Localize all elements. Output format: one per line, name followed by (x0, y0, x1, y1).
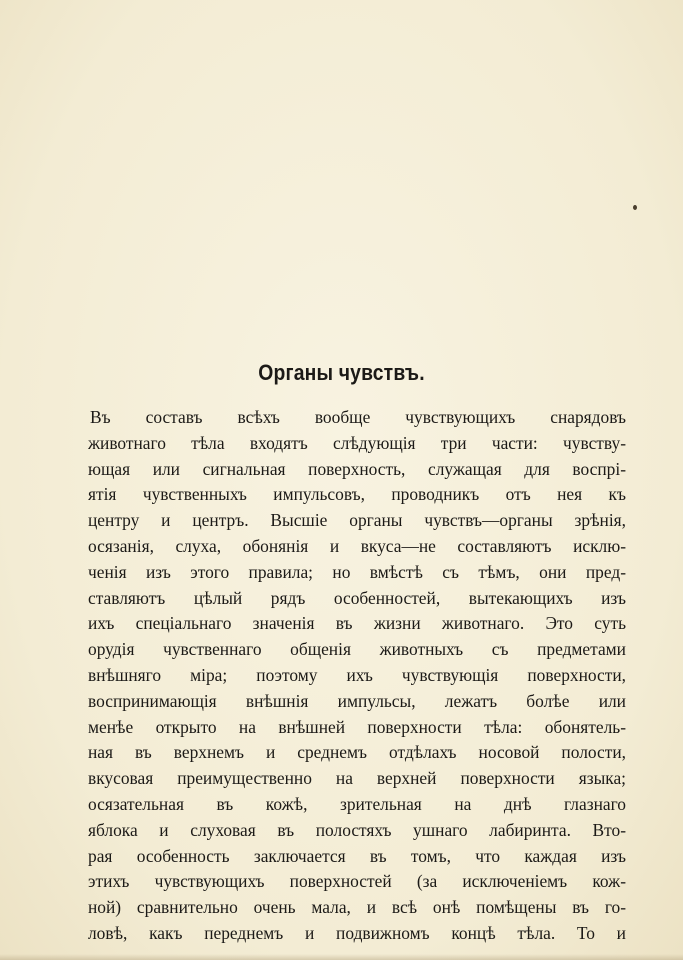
page-title: Органы чувствъ. (258, 360, 425, 385)
text-line: осязанія, слуха, обонянія и вкуса—не составляютъ исклю- (88, 535, 626, 556)
text-line: внѣшняго міра; поэтому ихъ чувствующія поверхности, (88, 664, 626, 685)
text-line: ченія изъ этого правила; но вмѣстѣ съ тѣмъ, они пред- (88, 561, 626, 582)
text-line: этихъ чувствующихъ поверхностей (за исключеніемъ кож- (88, 871, 626, 892)
text-line: рая особенность заключается въ томъ, что каждая изъ (88, 845, 626, 866)
ink-speck (633, 205, 637, 210)
text-line: орудія чувственнаго общенія животныхъ съ предметами (88, 639, 626, 660)
text-line: центру и центръ. Высшіе органы чувствъ—органы зрѣнія, (88, 510, 626, 531)
text-line: ной) сравнительно очень мала, и всѣ онѣ помѣщены въ го- (88, 897, 626, 918)
text-line: яблока и слуховая въ полостяхъ ушнаго лабиринта. Вто- (88, 819, 626, 840)
text-line: менѣе открыто на внѣшней поверхности тѣла: обонятель- (88, 716, 626, 737)
text-line: ятія чувственныхъ импульсовъ, проводникъ отъ нея къ (88, 484, 626, 505)
text-line: воспринимающія внѣшнія импульсы, лежатъ болѣе или (88, 690, 626, 711)
text-line: вкусовая преимущественно на верхней поверхности языка; (88, 768, 626, 789)
text-line: Въ составъ всѣхъ вообще чувствующихъ снарядовъ (90, 407, 626, 427)
text-line: ихъ спеціальнаго значенія въ жизни животнаго. Это суть (88, 613, 626, 634)
text-line: ставляютъ цѣлый рядъ особенностей, вытекающихъ изъ (88, 587, 626, 608)
text-line: ющая или сигнальная поверхность, служащая для воспрі- (88, 458, 626, 479)
body-paragraph (88, 405, 626, 947)
page-bottom-edge (0, 954, 683, 960)
text-line: осязательная въ кожѣ, зрительная на днѣ глазнаго (88, 793, 626, 814)
text-line: животнаго тѣла входятъ слѣдующія три части: чувству- (88, 432, 626, 453)
text-line: ловѣ, какъ переднемъ и подвижномъ концѣ тѣла. То и (88, 922, 626, 943)
text-line: ная въ верхнемъ и среднемъ отдѣлахъ носовой полости, (88, 742, 626, 763)
